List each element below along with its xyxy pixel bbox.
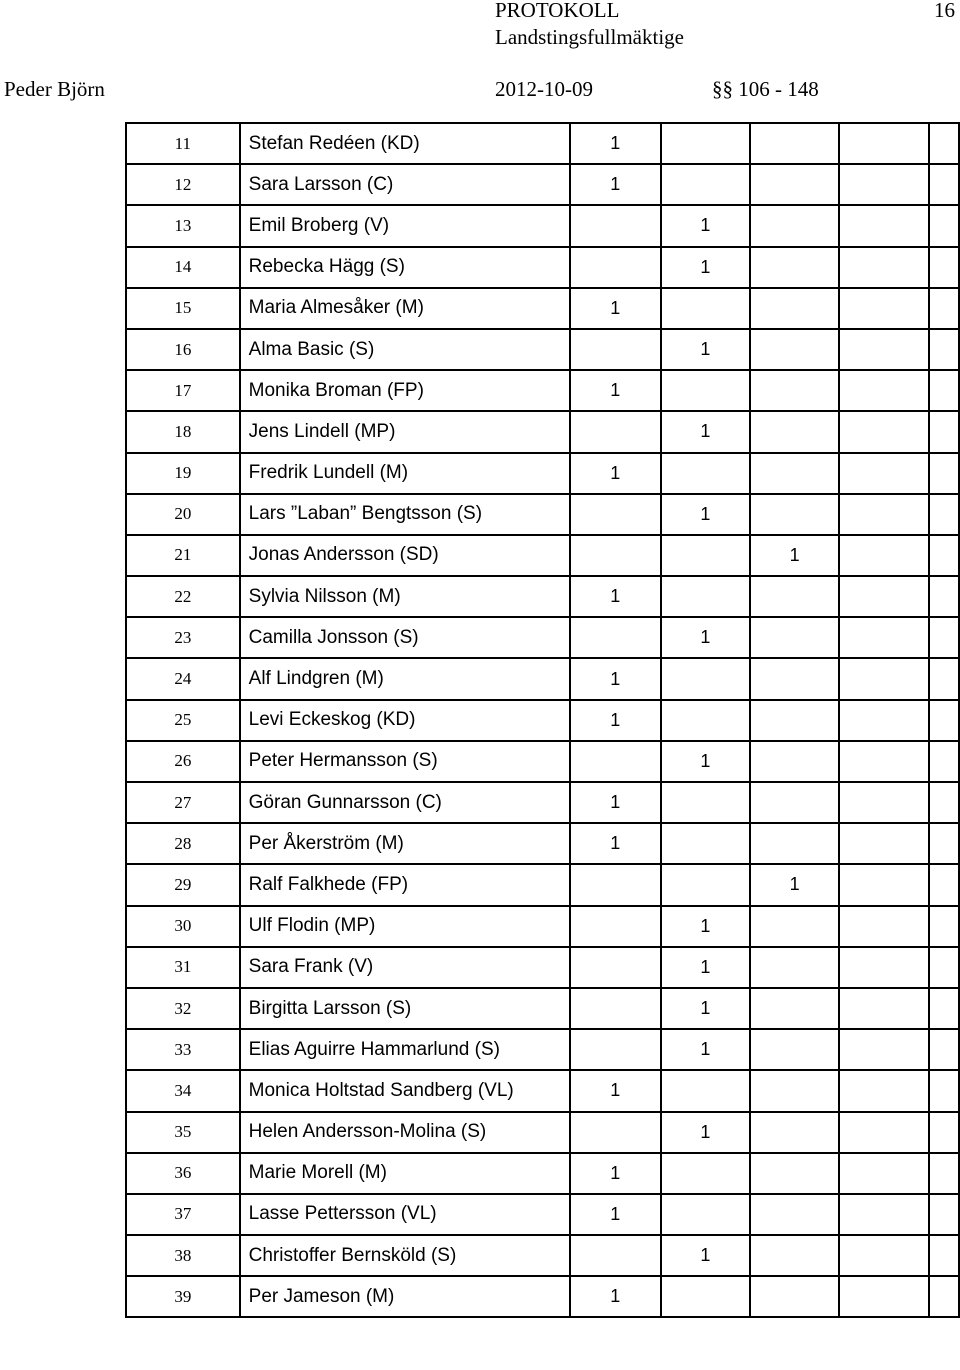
vote-cell-5 (929, 123, 959, 164)
vote-cell-1 (570, 1029, 661, 1070)
member-name: Sara Frank (V) (240, 947, 570, 988)
member-name: Ralf Falkhede (FP) (240, 864, 570, 905)
table-row (126, 864, 959, 905)
vote-cell-2 (661, 658, 750, 699)
vote-cell-3 (750, 494, 839, 535)
member-name: Peter Hermansson (S) (240, 741, 570, 782)
seat-number: 12 (126, 164, 240, 205)
vote-cell-5 (929, 741, 959, 782)
vote-cell-3 (750, 576, 839, 617)
seat-number: 29 (126, 864, 240, 905)
vote-cell-5 (929, 864, 959, 905)
vote-cell-3 (750, 1194, 839, 1235)
vote-cell-1: 1 (570, 288, 661, 329)
vote-cell-4 (839, 1235, 929, 1276)
vote-cell-2 (661, 370, 750, 411)
vote-cell-1: 1 (570, 782, 661, 823)
vote-cell-3: 1 (750, 864, 839, 905)
seat-number: 14 (126, 247, 240, 288)
table-row (126, 329, 959, 370)
vote-cell-5 (929, 205, 959, 246)
table-row (126, 205, 959, 246)
vote-cell-1 (570, 1112, 661, 1153)
vote-table-body (126, 123, 959, 1317)
vote-cell-1: 1 (570, 164, 661, 205)
vote-cell-5 (929, 658, 959, 699)
vote-cell-2 (661, 288, 750, 329)
seat-number: 28 (126, 823, 240, 864)
member-name: Göran Gunnarsson (C) (240, 782, 570, 823)
vote-cell-2 (661, 1153, 750, 1194)
vote-cell-2: 1 (661, 617, 750, 658)
vote-cell-3 (750, 205, 839, 246)
vote-cell-4 (839, 823, 929, 864)
vote-cell-4 (839, 617, 929, 658)
member-name: Monica Holtstad Sandberg (VL) (240, 1070, 570, 1111)
vote-cell-2 (661, 700, 750, 741)
vote-cell-5 (929, 782, 959, 823)
vote-cell-5 (929, 288, 959, 329)
vote-cell-1 (570, 494, 661, 535)
vote-cell-2 (661, 164, 750, 205)
vote-cell-2: 1 (661, 1235, 750, 1276)
vote-cell-5 (929, 494, 959, 535)
seat-number: 25 (126, 700, 240, 741)
vote-cell-3 (750, 411, 839, 452)
vote-cell-4 (839, 329, 929, 370)
member-name: Camilla Jonsson (S) (240, 617, 570, 658)
seat-number: 33 (126, 1029, 240, 1070)
vote-cell-3 (750, 658, 839, 699)
vote-cell-3 (750, 988, 839, 1029)
vote-cell-1 (570, 947, 661, 988)
section-reference: §§ 106 - 148 (712, 77, 819, 101)
vote-cell-2: 1 (661, 1029, 750, 1070)
vote-cell-2: 1 (661, 988, 750, 1029)
vote-cell-1 (570, 205, 661, 246)
vote-cell-2 (661, 576, 750, 617)
vote-cell-2 (661, 1276, 750, 1317)
vote-cell-4 (839, 658, 929, 699)
member-name: Maria Almesåker (M) (240, 288, 570, 329)
document-title: PROTOKOLL (495, 0, 620, 22)
vote-cell-5 (929, 1153, 959, 1194)
table-row (126, 782, 959, 823)
vote-cell-1: 1 (570, 1153, 661, 1194)
member-name: Stefan Redéen (KD) (240, 123, 570, 164)
table-row (126, 411, 959, 452)
meeting-date: 2012-10-09 (495, 77, 593, 101)
vote-cell-3: 1 (750, 535, 839, 576)
seat-number: 24 (126, 658, 240, 699)
vote-cell-4 (839, 164, 929, 205)
secretary-name: Peder Björn (4, 77, 105, 101)
vote-cell-3 (750, 288, 839, 329)
seat-number: 16 (126, 329, 240, 370)
vote-cell-4 (839, 1153, 929, 1194)
seat-number: 32 (126, 988, 240, 1029)
table-row (126, 906, 959, 947)
table-row (126, 1153, 959, 1194)
member-name: Emil Broberg (V) (240, 205, 570, 246)
vote-cell-2: 1 (661, 741, 750, 782)
vote-cell-4 (839, 947, 929, 988)
vote-cell-5 (929, 823, 959, 864)
seat-number: 38 (126, 1235, 240, 1276)
vote-cell-5 (929, 1194, 959, 1235)
vote-cell-4 (839, 906, 929, 947)
vote-cell-3 (750, 782, 839, 823)
vote-cell-5 (929, 411, 959, 452)
vote-cell-1: 1 (570, 123, 661, 164)
vote-cell-3 (750, 700, 839, 741)
table-row (126, 535, 959, 576)
vote-cell-3 (750, 164, 839, 205)
member-name: Monika Broman (FP) (240, 370, 570, 411)
vote-cell-2 (661, 535, 750, 576)
member-name: Elias Aguirre Hammarlund (S) (240, 1029, 570, 1070)
vote-cell-5 (929, 988, 959, 1029)
vote-cell-4 (839, 1276, 929, 1317)
vote-cell-4 (839, 535, 929, 576)
vote-cell-1: 1 (570, 1070, 661, 1111)
vote-cell-5 (929, 1029, 959, 1070)
vote-cell-4 (839, 288, 929, 329)
vote-cell-1: 1 (570, 1276, 661, 1317)
vote-cell-1: 1 (570, 658, 661, 699)
seat-number: 18 (126, 411, 240, 452)
table-row (126, 288, 959, 329)
vote-cell-3 (750, 1070, 839, 1111)
vote-cell-1: 1 (570, 453, 661, 494)
vote-cell-5 (929, 1276, 959, 1317)
vote-cell-5 (929, 947, 959, 988)
vote-cell-3 (750, 453, 839, 494)
table-row (126, 1194, 959, 1235)
member-name: Lars ”Laban” Bengtsson (S) (240, 494, 570, 535)
vote-cell-1 (570, 988, 661, 1029)
member-name: Per Åkerström (M) (240, 823, 570, 864)
vote-cell-2: 1 (661, 906, 750, 947)
vote-cell-3 (750, 329, 839, 370)
seat-number: 22 (126, 576, 240, 617)
vote-cell-1: 1 (570, 370, 661, 411)
vote-cell-2: 1 (661, 947, 750, 988)
table-row (126, 1276, 959, 1317)
vote-cell-3 (750, 1276, 839, 1317)
table-row (126, 247, 959, 288)
vote-cell-4 (839, 782, 929, 823)
vote-cell-3 (750, 906, 839, 947)
seat-number: 20 (126, 494, 240, 535)
seat-number: 39 (126, 1276, 240, 1317)
vote-cell-2 (661, 453, 750, 494)
table-row (126, 1112, 959, 1153)
table-row (126, 700, 959, 741)
vote-cell-3 (750, 947, 839, 988)
member-name: Alma Basic (S) (240, 329, 570, 370)
table-row (126, 1235, 959, 1276)
seat-number: 27 (126, 782, 240, 823)
vote-cell-2 (661, 823, 750, 864)
table-row (126, 617, 959, 658)
vote-cell-5 (929, 535, 959, 576)
member-name: Sylvia Nilsson (M) (240, 576, 570, 617)
vote-cell-4 (839, 741, 929, 782)
member-name: Per Jameson (M) (240, 1276, 570, 1317)
vote-cell-5 (929, 164, 959, 205)
vote-cell-3 (750, 1235, 839, 1276)
vote-cell-4 (839, 576, 929, 617)
member-name: Sara Larsson (C) (240, 164, 570, 205)
vote-cell-3 (750, 741, 839, 782)
seat-number: 15 (126, 288, 240, 329)
table-row (126, 741, 959, 782)
page-number: 16 (934, 0, 955, 22)
vote-cell-1 (570, 906, 661, 947)
seat-number: 11 (126, 123, 240, 164)
seat-number: 21 (126, 535, 240, 576)
table-row (126, 123, 959, 164)
vote-cell-1: 1 (570, 576, 661, 617)
vote-cell-5 (929, 1070, 959, 1111)
vote-cell-3 (750, 123, 839, 164)
seat-number: 34 (126, 1070, 240, 1111)
member-name: Birgitta Larsson (S) (240, 988, 570, 1029)
vote-cell-5 (929, 247, 959, 288)
seat-number: 30 (126, 906, 240, 947)
member-name: Jonas Andersson (SD) (240, 535, 570, 576)
vote-cell-3 (750, 823, 839, 864)
vote-cell-4 (839, 205, 929, 246)
vote-cell-1: 1 (570, 823, 661, 864)
vote-cell-4 (839, 411, 929, 452)
vote-cell-4 (839, 1112, 929, 1153)
member-name: Alf Lindgren (M) (240, 658, 570, 699)
seat-number: 35 (126, 1112, 240, 1153)
vote-cell-1 (570, 247, 661, 288)
vote-cell-2 (661, 864, 750, 905)
vote-cell-5 (929, 1235, 959, 1276)
seat-number: 36 (126, 1153, 240, 1194)
vote-cell-2 (661, 782, 750, 823)
table-row (126, 370, 959, 411)
vote-cell-2: 1 (661, 329, 750, 370)
vote-cell-3 (750, 1112, 839, 1153)
vote-cell-3 (750, 247, 839, 288)
vote-cell-4 (839, 1070, 929, 1111)
vote-cell-1 (570, 864, 661, 905)
vote-cell-4 (839, 1194, 929, 1235)
vote-table (125, 122, 960, 1318)
vote-cell-5 (929, 906, 959, 947)
seat-number: 19 (126, 453, 240, 494)
member-name: Rebecka Hägg (S) (240, 247, 570, 288)
vote-cell-5 (929, 453, 959, 494)
vote-cell-5 (929, 1112, 959, 1153)
table-row (126, 1029, 959, 1070)
seat-number: 13 (126, 205, 240, 246)
vote-cell-1 (570, 1235, 661, 1276)
vote-cell-2 (661, 1194, 750, 1235)
vote-cell-5 (929, 576, 959, 617)
vote-cell-4 (839, 864, 929, 905)
vote-cell-1 (570, 411, 661, 452)
table-row (126, 947, 959, 988)
table-row (126, 823, 959, 864)
seat-number: 17 (126, 370, 240, 411)
table-row (126, 494, 959, 535)
table-row (126, 658, 959, 699)
vote-cell-3 (750, 617, 839, 658)
vote-cell-2: 1 (661, 494, 750, 535)
vote-cell-2: 1 (661, 205, 750, 246)
vote-cell-2: 1 (661, 247, 750, 288)
vote-cell-2 (661, 123, 750, 164)
vote-cell-1 (570, 741, 661, 782)
vote-cell-4 (839, 700, 929, 741)
seat-number: 37 (126, 1194, 240, 1235)
table-row (126, 576, 959, 617)
vote-cell-1: 1 (570, 700, 661, 741)
vote-cell-4 (839, 123, 929, 164)
document-subtitle: Landstingsfullmäktige (495, 25, 684, 49)
vote-cell-2: 1 (661, 1112, 750, 1153)
table-row (126, 164, 959, 205)
member-name: Jens Lindell (MP) (240, 411, 570, 452)
vote-cell-1 (570, 535, 661, 576)
vote-cell-5 (929, 700, 959, 741)
vote-cell-2 (661, 1070, 750, 1111)
vote-cell-4 (839, 494, 929, 535)
member-name: Lasse Pettersson (VL) (240, 1194, 570, 1235)
member-name: Helen Andersson-Molina (S) (240, 1112, 570, 1153)
vote-cell-1 (570, 329, 661, 370)
vote-cell-2: 1 (661, 411, 750, 452)
vote-cell-4 (839, 370, 929, 411)
vote-cell-1 (570, 617, 661, 658)
table-row (126, 453, 959, 494)
member-name: Christoffer Bernsköld (S) (240, 1235, 570, 1276)
table-row (126, 1070, 959, 1111)
vote-cell-1: 1 (570, 1194, 661, 1235)
member-name: Levi Eckeskog (KD) (240, 700, 570, 741)
member-name: Ulf Flodin (MP) (240, 906, 570, 947)
vote-cell-4 (839, 1029, 929, 1070)
vote-cell-5 (929, 617, 959, 658)
vote-cell-3 (750, 1153, 839, 1194)
vote-cell-5 (929, 329, 959, 370)
vote-cell-5 (929, 370, 959, 411)
seat-number: 26 (126, 741, 240, 782)
vote-cell-4 (839, 247, 929, 288)
seat-number: 23 (126, 617, 240, 658)
vote-cell-3 (750, 1029, 839, 1070)
seat-number: 31 (126, 947, 240, 988)
vote-cell-4 (839, 988, 929, 1029)
vote-cell-4 (839, 453, 929, 494)
member-name: Marie Morell (M) (240, 1153, 570, 1194)
table-row (126, 988, 959, 1029)
vote-cell-3 (750, 370, 839, 411)
member-name: Fredrik Lundell (M) (240, 453, 570, 494)
